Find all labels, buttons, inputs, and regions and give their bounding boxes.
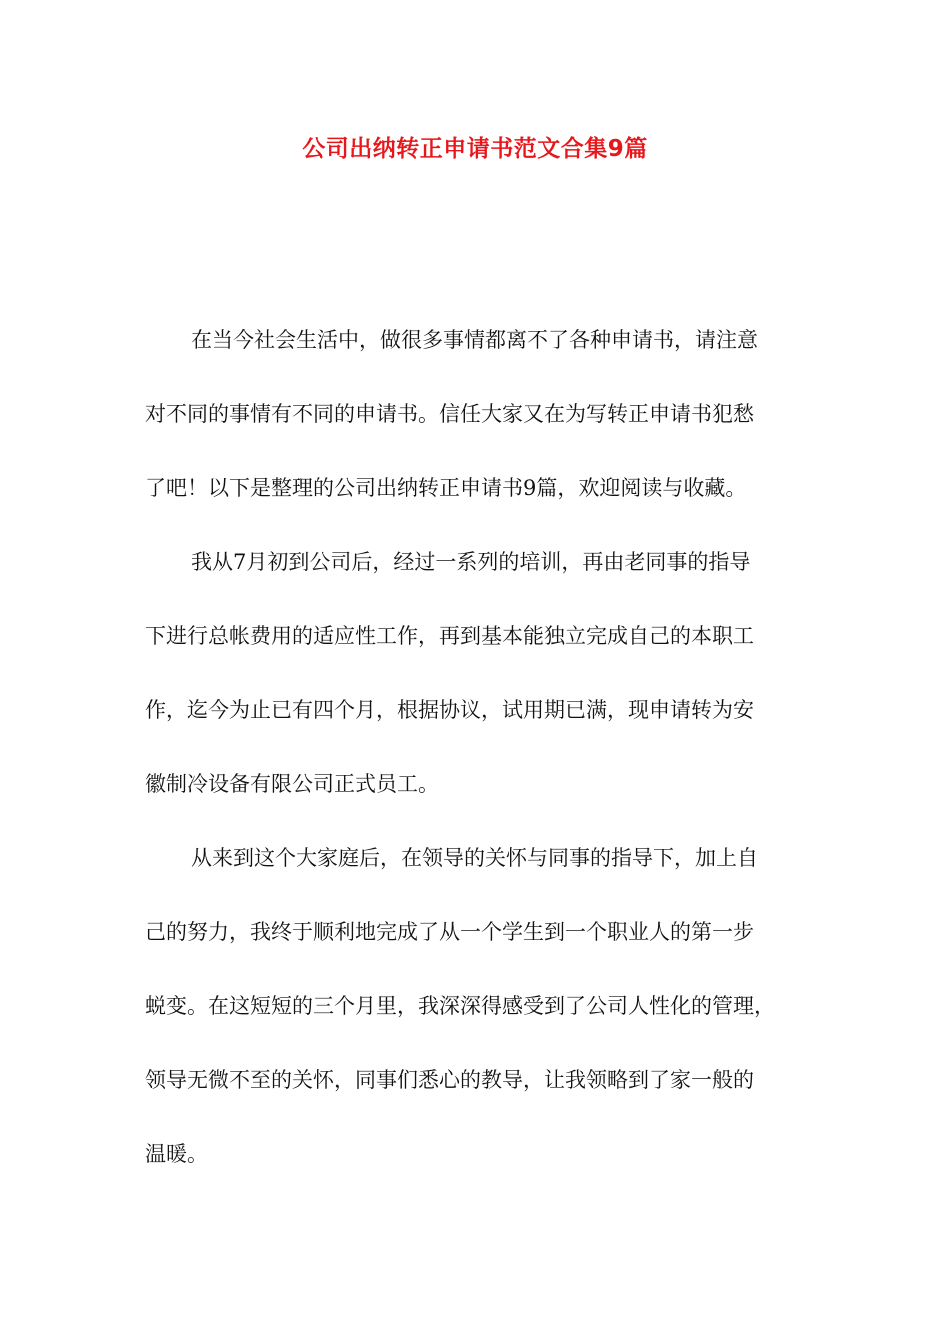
paragraph-3-line-1: 从来到这个大家庭后，在领导的关怀与同事的指导下，加上自	[191, 846, 758, 870]
paragraph-3-line-5: 温暖。	[145, 1142, 208, 1166]
paragraph-3-line-2: 己的努力，我终于顺利地完成了从一个学生到一个职业人的第一步	[145, 920, 754, 944]
paragraph-1-line-2: 对不同的事情有不同的申请书。信任大家又在为写转正申请书犯愁	[145, 402, 754, 426]
paragraph-2-line-1: 我从7月初到公司后，经过一系列的培训，再由老同事的指导	[191, 550, 751, 574]
paragraph-2-line-3: 作，迄今为止已有四个月，根据协议，试用期已满，现申请转为安	[145, 698, 754, 722]
document-body	[145, 318, 805, 1206]
document-title: 公司出纳转正申请书范文合集9篇	[302, 136, 648, 162]
paragraph-2-line-4: 徽制冷设备有限公司正式员工。	[145, 772, 439, 796]
paragraph-3-line-4: 领导无微不至的关怀，同事们悉心的教导，让我领略到了家一般的	[145, 1068, 754, 1092]
paragraph-1-line-3: 了吧！以下是整理的公司出纳转正申请书9篇，欢迎阅读与收藏。	[145, 476, 747, 500]
paragraph-3-line-3: 蜕变。在这短短的三个月里，我深深得感受到了公司人性化的管理，	[145, 994, 775, 1018]
paragraph-1-line-1: 在当今社会生活中，做很多事情都离不了各种申请书，请注意	[191, 328, 758, 352]
paragraph-2-line-2: 下进行总帐费用的适应性工作，再到基本能独立完成自己的本职工	[145, 624, 754, 648]
